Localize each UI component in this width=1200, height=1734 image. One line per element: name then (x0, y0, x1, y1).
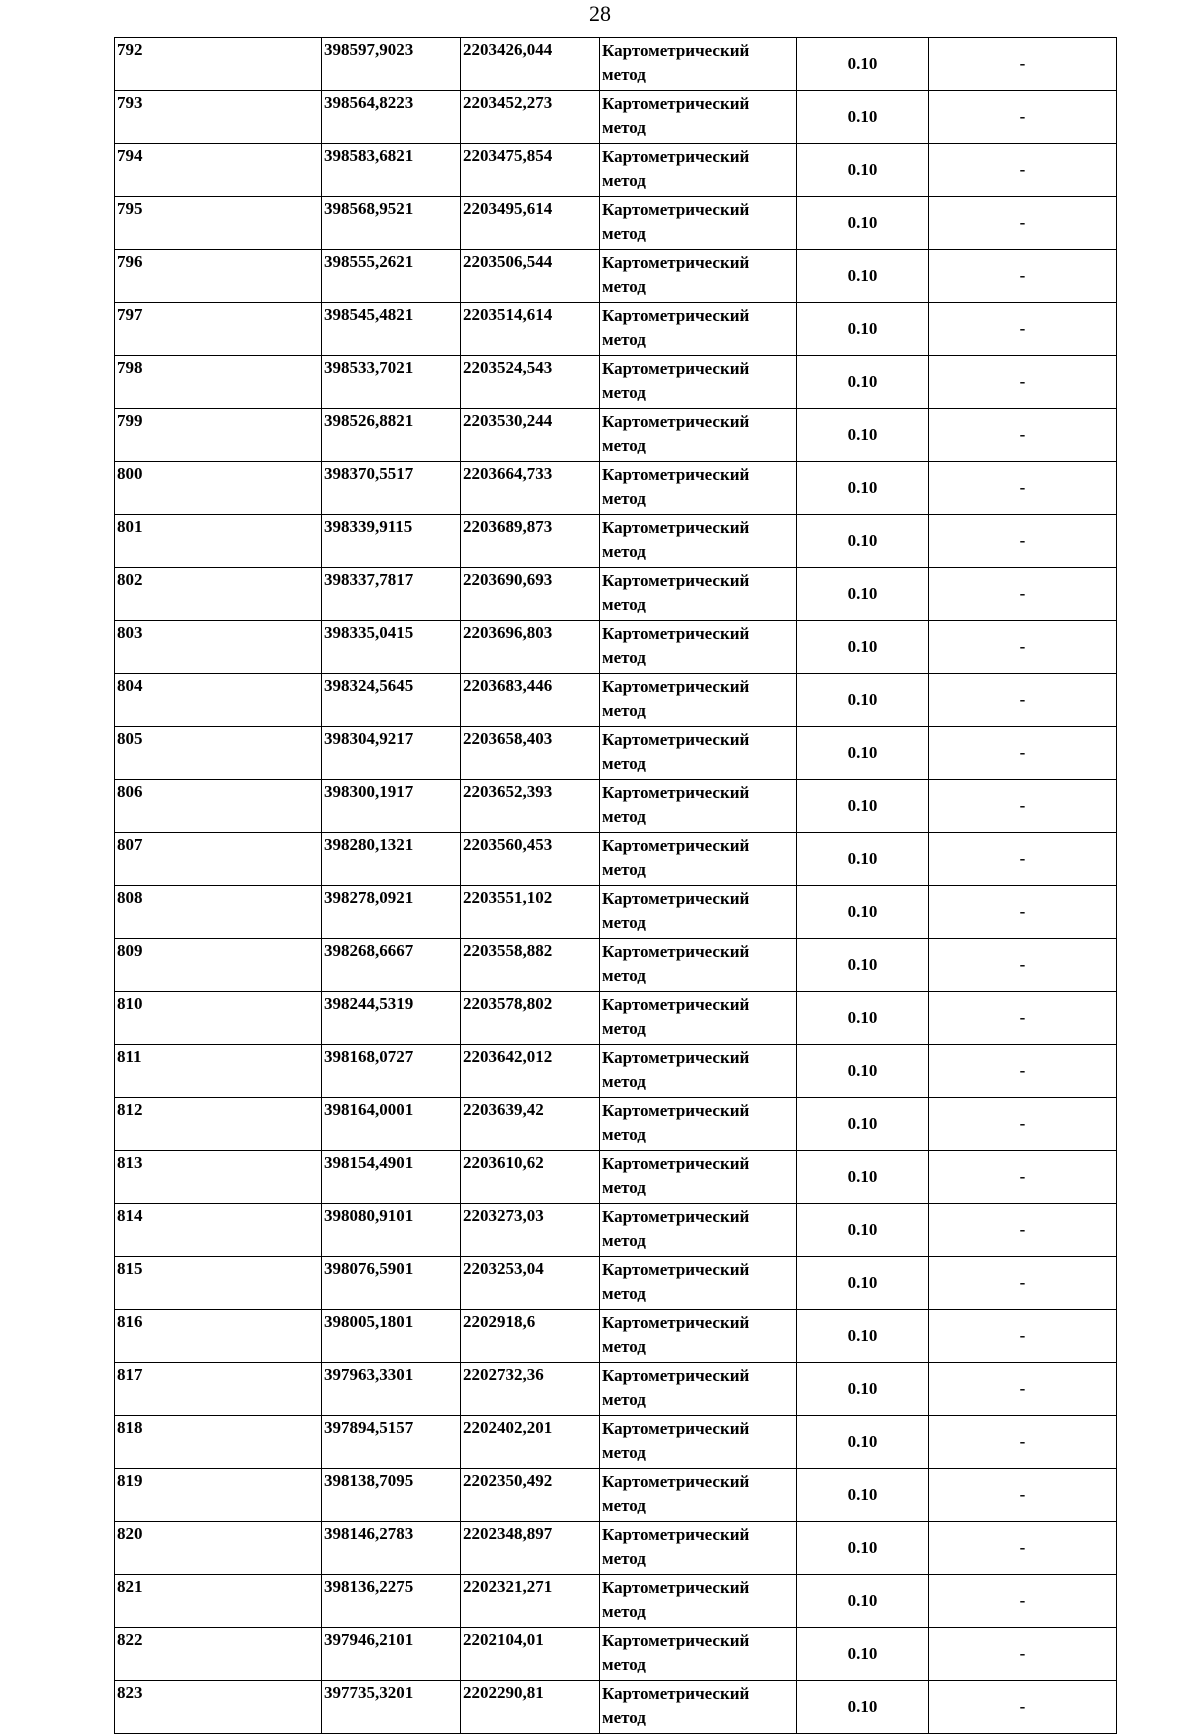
method-line-2: метод (602, 860, 646, 879)
accuracy-cell: 0.10 (797, 1681, 929, 1734)
note-cell: - (929, 1045, 1117, 1098)
note-cell: - (929, 303, 1117, 356)
table-row (115, 1628, 1117, 1681)
method-line-1: Картометрический (602, 465, 750, 484)
x-coordinate-cell: 397963,3301 (322, 1363, 461, 1416)
accuracy-cell: 0.10 (797, 674, 929, 727)
accuracy-cell: 0.10 (797, 1098, 929, 1151)
point-number-cell: 817 (115, 1363, 322, 1416)
point-number-cell: 816 (115, 1310, 322, 1363)
method-cell (600, 992, 797, 1045)
method-line-2: метод (602, 1549, 646, 1568)
point-number-cell: 799 (115, 409, 322, 462)
table-row (115, 1204, 1117, 1257)
method-line-2: метод (602, 754, 646, 773)
y-coordinate-cell: 2203658,403 (461, 727, 600, 780)
table-row (115, 939, 1117, 992)
method-cell (600, 515, 797, 568)
accuracy-cell: 0.10 (797, 568, 929, 621)
note-cell: - (929, 197, 1117, 250)
method-cell (600, 38, 797, 91)
method-cell (600, 939, 797, 992)
x-coordinate-cell: 398244,5319 (322, 992, 461, 1045)
method-line-1: Картометрический (602, 1684, 750, 1703)
method-cell (600, 1363, 797, 1416)
note-cell: - (929, 674, 1117, 727)
point-number-cell: 812 (115, 1098, 322, 1151)
point-number-cell: 798 (115, 356, 322, 409)
page-number: 28 (589, 1, 611, 26)
accuracy-cell: 0.10 (797, 886, 929, 939)
method-line-2: метод (602, 330, 646, 349)
y-coordinate-cell: 2203506,544 (461, 250, 600, 303)
table-row (115, 356, 1117, 409)
note-cell: - (929, 1522, 1117, 1575)
x-coordinate-cell: 398080,9101 (322, 1204, 461, 1257)
point-number-cell: 801 (115, 515, 322, 568)
y-coordinate-cell: 2203530,244 (461, 409, 600, 462)
note-cell: - (929, 939, 1117, 992)
accuracy-cell: 0.10 (797, 303, 929, 356)
table-row (115, 462, 1117, 515)
x-coordinate-cell: 398304,9217 (322, 727, 461, 780)
method-line-1: Картометрический (602, 518, 750, 537)
method-cell (600, 356, 797, 409)
method-line-2: метод (602, 701, 646, 720)
note-cell: - (929, 1416, 1117, 1469)
accuracy-cell: 0.10 (797, 409, 929, 462)
point-number-cell: 793 (115, 91, 322, 144)
table-row (115, 303, 1117, 356)
method-cell (600, 621, 797, 674)
table-row (115, 1363, 1117, 1416)
method-line-2: метод (602, 1443, 646, 1462)
y-coordinate-cell: 2203578,802 (461, 992, 600, 1045)
method-cell (600, 1416, 797, 1469)
x-coordinate-cell: 398337,7817 (322, 568, 461, 621)
table-row (115, 780, 1117, 833)
method-cell (600, 303, 797, 356)
table-row (115, 1045, 1117, 1098)
table-row (115, 1098, 1117, 1151)
table-row (115, 515, 1117, 568)
y-coordinate-cell: 2203426,044 (461, 38, 600, 91)
table-row (115, 409, 1117, 462)
method-line-1: Картометрический (602, 1366, 750, 1385)
table-row (115, 38, 1117, 91)
table-row (115, 144, 1117, 197)
note-cell: - (929, 1257, 1117, 1310)
x-coordinate-cell: 398164,0001 (322, 1098, 461, 1151)
method-line-1: Картометрический (602, 41, 750, 60)
method-cell (600, 1469, 797, 1522)
table-row (115, 621, 1117, 674)
method-cell (600, 462, 797, 515)
method-line-2: метод (602, 1496, 646, 1515)
method-line-2: метод (602, 489, 646, 508)
table-row (115, 1681, 1117, 1734)
method-line-1: Картометрический (602, 677, 750, 696)
x-coordinate-cell: 398564,8223 (322, 91, 461, 144)
y-coordinate-cell: 2203551,102 (461, 886, 600, 939)
y-coordinate-cell: 2203253,04 (461, 1257, 600, 1310)
y-coordinate-cell: 2203642,012 (461, 1045, 600, 1098)
note-cell: - (929, 356, 1117, 409)
point-number-cell: 819 (115, 1469, 322, 1522)
x-coordinate-cell: 398545,4821 (322, 303, 461, 356)
method-line-2: метод (602, 913, 646, 932)
accuracy-cell: 0.10 (797, 356, 929, 409)
y-coordinate-cell: 2203495,614 (461, 197, 600, 250)
x-coordinate-cell: 398526,8821 (322, 409, 461, 462)
method-line-2: метод (602, 1178, 646, 1197)
note-cell: - (929, 727, 1117, 780)
y-coordinate-cell: 2202732,36 (461, 1363, 600, 1416)
method-line-1: Картометрический (602, 1631, 750, 1650)
method-line-2: метод (602, 65, 646, 84)
method-cell (600, 1151, 797, 1204)
x-coordinate-cell: 398583,6821 (322, 144, 461, 197)
table-row (115, 727, 1117, 780)
method-cell (600, 833, 797, 886)
table-row (115, 833, 1117, 886)
method-line-1: Картометрический (602, 571, 750, 590)
point-number-cell: 820 (115, 1522, 322, 1575)
method-line-1: Картометрический (602, 147, 750, 166)
x-coordinate-cell: 398533,7021 (322, 356, 461, 409)
method-line-1: Картометрический (602, 730, 750, 749)
note-cell: - (929, 91, 1117, 144)
point-number-cell: 796 (115, 250, 322, 303)
y-coordinate-cell: 2202290,81 (461, 1681, 600, 1734)
point-number-cell: 804 (115, 674, 322, 727)
x-coordinate-cell: 398568,9521 (322, 197, 461, 250)
y-coordinate-cell: 2203514,614 (461, 303, 600, 356)
y-coordinate-cell: 2202402,201 (461, 1416, 600, 1469)
x-coordinate-cell: 398555,2621 (322, 250, 461, 303)
x-coordinate-cell: 398154,4901 (322, 1151, 461, 1204)
point-number-cell: 792 (115, 38, 322, 91)
method-cell (600, 1045, 797, 1098)
note-cell: - (929, 409, 1117, 462)
point-number-cell: 818 (115, 1416, 322, 1469)
method-line-1: Картометрический (602, 624, 750, 643)
method-cell (600, 250, 797, 303)
method-cell (600, 1098, 797, 1151)
method-line-2: метод (602, 1655, 646, 1674)
accuracy-cell: 0.10 (797, 1363, 929, 1416)
method-line-1: Картометрический (602, 1101, 750, 1120)
accuracy-cell: 0.10 (797, 1469, 929, 1522)
method-line-2: метод (602, 1284, 646, 1303)
note-cell: - (929, 1363, 1117, 1416)
point-number-cell: 802 (115, 568, 322, 621)
note-cell: - (929, 1310, 1117, 1363)
x-coordinate-cell: 397894,5157 (322, 1416, 461, 1469)
x-coordinate-cell: 397946,2101 (322, 1628, 461, 1681)
note-cell: - (929, 144, 1117, 197)
table-row (115, 674, 1117, 727)
method-line-1: Картометрический (602, 94, 750, 113)
accuracy-cell: 0.10 (797, 515, 929, 568)
point-number-cell: 794 (115, 144, 322, 197)
accuracy-cell: 0.10 (797, 780, 929, 833)
method-cell (600, 886, 797, 939)
x-coordinate-cell: 398597,9023 (322, 38, 461, 91)
method-line-1: Картометрический (602, 783, 750, 802)
method-line-2: метод (602, 542, 646, 561)
x-coordinate-cell: 398324,5645 (322, 674, 461, 727)
method-line-1: Картометрический (602, 1472, 750, 1491)
method-cell (600, 780, 797, 833)
y-coordinate-cell: 2203560,453 (461, 833, 600, 886)
method-line-1: Картометрический (602, 1578, 750, 1597)
x-coordinate-cell: 397735,3201 (322, 1681, 461, 1734)
method-cell (600, 1257, 797, 1310)
y-coordinate-cell: 2203558,882 (461, 939, 600, 992)
method-line-1: Картометрический (602, 306, 750, 325)
y-coordinate-cell: 2202350,492 (461, 1469, 600, 1522)
y-coordinate-cell: 2203452,273 (461, 91, 600, 144)
x-coordinate-cell: 398370,5517 (322, 462, 461, 515)
method-line-2: метод (602, 807, 646, 826)
method-line-2: метод (602, 224, 646, 243)
accuracy-cell: 0.10 (797, 992, 929, 1045)
y-coordinate-cell: 2203639,42 (461, 1098, 600, 1151)
method-line-2: метод (602, 277, 646, 296)
method-line-2: метод (602, 595, 646, 614)
method-cell (600, 197, 797, 250)
method-line-1: Картометрический (602, 1313, 750, 1332)
method-line-2: метод (602, 1602, 646, 1621)
method-cell (600, 568, 797, 621)
x-coordinate-cell: 398335,0415 (322, 621, 461, 674)
method-line-1: Картометрический (602, 1207, 750, 1226)
point-number-cell: 797 (115, 303, 322, 356)
method-line-2: метод (602, 1072, 646, 1091)
point-number-cell: 811 (115, 1045, 322, 1098)
note-cell: - (929, 1628, 1117, 1681)
table-row (115, 992, 1117, 1045)
note-cell: - (929, 1469, 1117, 1522)
point-number-cell: 803 (115, 621, 322, 674)
method-cell (600, 727, 797, 780)
point-number-cell: 805 (115, 727, 322, 780)
method-cell (600, 1681, 797, 1734)
x-coordinate-cell: 398168,0727 (322, 1045, 461, 1098)
x-coordinate-cell: 398136,2275 (322, 1575, 461, 1628)
method-line-2: метод (602, 1231, 646, 1250)
y-coordinate-cell: 2202321,271 (461, 1575, 600, 1628)
accuracy-cell: 0.10 (797, 1628, 929, 1681)
note-cell: - (929, 1098, 1117, 1151)
x-coordinate-cell: 398076,5901 (322, 1257, 461, 1310)
method-line-2: метод (602, 383, 646, 402)
note-cell: - (929, 568, 1117, 621)
method-line-1: Картометрический (602, 1048, 750, 1067)
point-number-cell: 806 (115, 780, 322, 833)
method-line-1: Картометрический (602, 995, 750, 1014)
table-row (115, 250, 1117, 303)
method-line-1: Картометрический (602, 942, 750, 961)
method-line-2: метод (602, 1390, 646, 1409)
method-line-1: Картометрический (602, 359, 750, 378)
method-line-2: метод (602, 118, 646, 137)
accuracy-cell: 0.10 (797, 1151, 929, 1204)
accuracy-cell: 0.10 (797, 1416, 929, 1469)
y-coordinate-cell: 2202348,897 (461, 1522, 600, 1575)
method-line-2: метод (602, 1019, 646, 1038)
note-cell: - (929, 621, 1117, 674)
method-line-2: метод (602, 1708, 646, 1727)
method-line-1: Картометрический (602, 253, 750, 272)
method-cell (600, 144, 797, 197)
point-number-cell: 814 (115, 1204, 322, 1257)
accuracy-cell: 0.10 (797, 621, 929, 674)
accuracy-cell: 0.10 (797, 1204, 929, 1257)
accuracy-cell: 0.10 (797, 144, 929, 197)
point-number-cell: 815 (115, 1257, 322, 1310)
table-row (115, 1151, 1117, 1204)
y-coordinate-cell: 2202104,01 (461, 1628, 600, 1681)
y-coordinate-cell: 2203273,03 (461, 1204, 600, 1257)
table-row (115, 568, 1117, 621)
note-cell: - (929, 1575, 1117, 1628)
point-number-cell: 807 (115, 833, 322, 886)
point-number-cell: 809 (115, 939, 322, 992)
method-cell (600, 1522, 797, 1575)
note-cell: - (929, 886, 1117, 939)
y-coordinate-cell: 2203683,446 (461, 674, 600, 727)
y-coordinate-cell: 2203652,393 (461, 780, 600, 833)
table-row (115, 197, 1117, 250)
accuracy-cell: 0.10 (797, 250, 929, 303)
y-coordinate-cell: 2203475,854 (461, 144, 600, 197)
note-cell: - (929, 250, 1117, 303)
y-coordinate-cell: 2203610,62 (461, 1151, 600, 1204)
point-number-cell: 822 (115, 1628, 322, 1681)
accuracy-cell: 0.10 (797, 197, 929, 250)
x-coordinate-cell: 398300,1917 (322, 780, 461, 833)
note-cell: - (929, 1681, 1117, 1734)
coordinates-table-body (115, 38, 1117, 1734)
x-coordinate-cell: 398146,2783 (322, 1522, 461, 1575)
point-number-cell: 810 (115, 992, 322, 1045)
accuracy-cell: 0.10 (797, 727, 929, 780)
method-line-1: Картометрический (602, 200, 750, 219)
point-number-cell: 813 (115, 1151, 322, 1204)
accuracy-cell: 0.10 (797, 939, 929, 992)
table-row (115, 886, 1117, 939)
y-coordinate-cell: 2203690,693 (461, 568, 600, 621)
table-row (115, 1310, 1117, 1363)
table-row (115, 1522, 1117, 1575)
method-cell (600, 1310, 797, 1363)
y-coordinate-cell: 2202918,6 (461, 1310, 600, 1363)
accuracy-cell: 0.10 (797, 833, 929, 886)
method-line-1: Картометрический (602, 836, 750, 855)
method-line-1: Картометрический (602, 1419, 750, 1438)
method-line-2: метод (602, 648, 646, 667)
method-cell (600, 409, 797, 462)
method-line-1: Картометрический (602, 1154, 750, 1173)
note-cell: - (929, 515, 1117, 568)
note-cell: - (929, 462, 1117, 515)
y-coordinate-cell: 2203664,733 (461, 462, 600, 515)
y-coordinate-cell: 2203524,543 (461, 356, 600, 409)
method-cell (600, 91, 797, 144)
table-row (115, 1416, 1117, 1469)
method-line-1: Картометрический (602, 889, 750, 908)
note-cell: - (929, 833, 1117, 886)
point-number-cell: 800 (115, 462, 322, 515)
note-cell: - (929, 38, 1117, 91)
method-line-2: метод (602, 171, 646, 190)
note-cell: - (929, 1204, 1117, 1257)
note-cell: - (929, 992, 1117, 1045)
table-row (115, 91, 1117, 144)
table-row (115, 1469, 1117, 1522)
accuracy-cell: 0.10 (797, 1310, 929, 1363)
y-coordinate-cell: 2203689,873 (461, 515, 600, 568)
accuracy-cell: 0.10 (797, 91, 929, 144)
method-line-1: Картометрический (602, 412, 750, 431)
method-line-2: метод (602, 966, 646, 985)
x-coordinate-cell: 398138,7095 (322, 1469, 461, 1522)
table-row (115, 1257, 1117, 1310)
accuracy-cell: 0.10 (797, 462, 929, 515)
point-number-cell: 821 (115, 1575, 322, 1628)
x-coordinate-cell: 398280,1321 (322, 833, 461, 886)
x-coordinate-cell: 398278,0921 (322, 886, 461, 939)
method-cell (600, 1628, 797, 1681)
point-number-cell: 808 (115, 886, 322, 939)
accuracy-cell: 0.10 (797, 1575, 929, 1628)
note-cell: - (929, 780, 1117, 833)
accuracy-cell: 0.10 (797, 1045, 929, 1098)
point-number-cell: 823 (115, 1681, 322, 1734)
method-line-2: метод (602, 1125, 646, 1144)
accuracy-cell: 0.10 (797, 1522, 929, 1575)
method-line-1: Картометрический (602, 1260, 750, 1279)
x-coordinate-cell: 398339,9115 (322, 515, 461, 568)
x-coordinate-cell: 398005,1801 (322, 1310, 461, 1363)
method-cell (600, 1204, 797, 1257)
coordinates-table (114, 37, 1117, 1734)
point-number-cell: 795 (115, 197, 322, 250)
method-line-2: метод (602, 436, 646, 455)
method-line-2: метод (602, 1337, 646, 1356)
x-coordinate-cell: 398268,6667 (322, 939, 461, 992)
method-line-1: Картометрический (602, 1525, 750, 1544)
table-row (115, 1575, 1117, 1628)
note-cell: - (929, 1151, 1117, 1204)
accuracy-cell: 0.10 (797, 38, 929, 91)
accuracy-cell: 0.10 (797, 1257, 929, 1310)
y-coordinate-cell: 2203696,803 (461, 621, 600, 674)
method-cell (600, 1575, 797, 1628)
method-cell (600, 674, 797, 727)
